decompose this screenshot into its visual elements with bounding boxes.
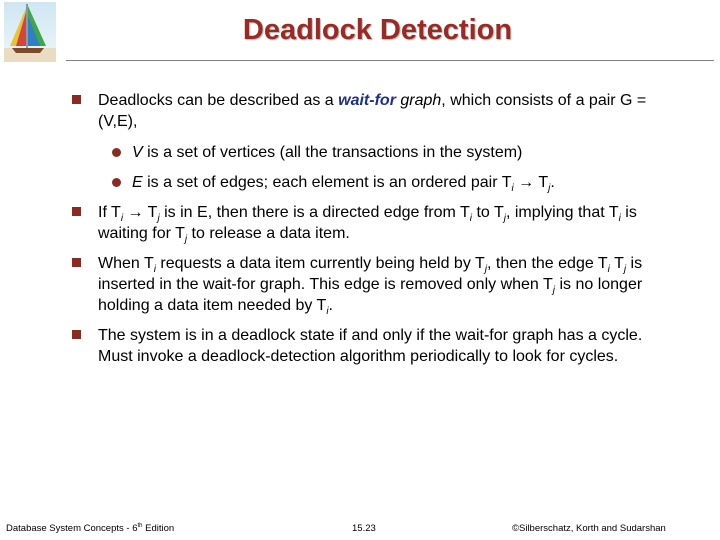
round-bullet-icon: [112, 178, 121, 187]
slide-title: Deadlock Detection: [242, 14, 513, 46]
square-bullet-icon: [72, 330, 81, 339]
round-bullet-icon: [112, 148, 121, 157]
square-bullet-icon: [72, 258, 81, 267]
sub-bullet-vertices: V is a set of vertices (all the transactions in the system): [0, 142, 720, 163]
footer-copyright: ©Silberschatz, Korth and Sudarshan: [512, 523, 666, 534]
bullet-deadlock-state: The system is in a deadlock state if and only if the wait-for graph has a cycle. Must invoke a deadlock-detection algorithm periodically to look for cycles.: [0, 325, 720, 367]
footer-page-number: 15.23: [352, 523, 376, 534]
footer-book-title: Database System Concepts - 6th Edition: [6, 523, 175, 535]
sub-bullet-edges: E is a set of edges; each element is an ordered pair $T_i \to T_j$.: [0, 172, 720, 193]
bullet-directed-edge: If $T_i \to T_j$ is in E, then there is a directed edge from $T_i$ to $T_j$, implying that $T_i$ is waiting for $T_j$ to release a data item.: [0, 202, 720, 244]
title-divider: [66, 60, 714, 61]
bullet-wait-for-graph: Deadlocks can be described as a wait-for graph, which consists of a pair G = (V,E),: [0, 90, 720, 132]
bullet-edge-insertion: When $T_i$ requests a data item currently being held by $T_j$, then the edge $T_i$ $T_j$ is inserted in the wait-for graph. This edge is removed only when $T_j$ is no longer holding a data item needed by $T_i$.: [0, 253, 720, 316]
square-bullet-icon: [72, 95, 81, 104]
square-bullet-icon: [72, 207, 81, 216]
highlight-term: wait-for: [338, 92, 396, 109]
slide-body: [0, 90, 720, 376]
